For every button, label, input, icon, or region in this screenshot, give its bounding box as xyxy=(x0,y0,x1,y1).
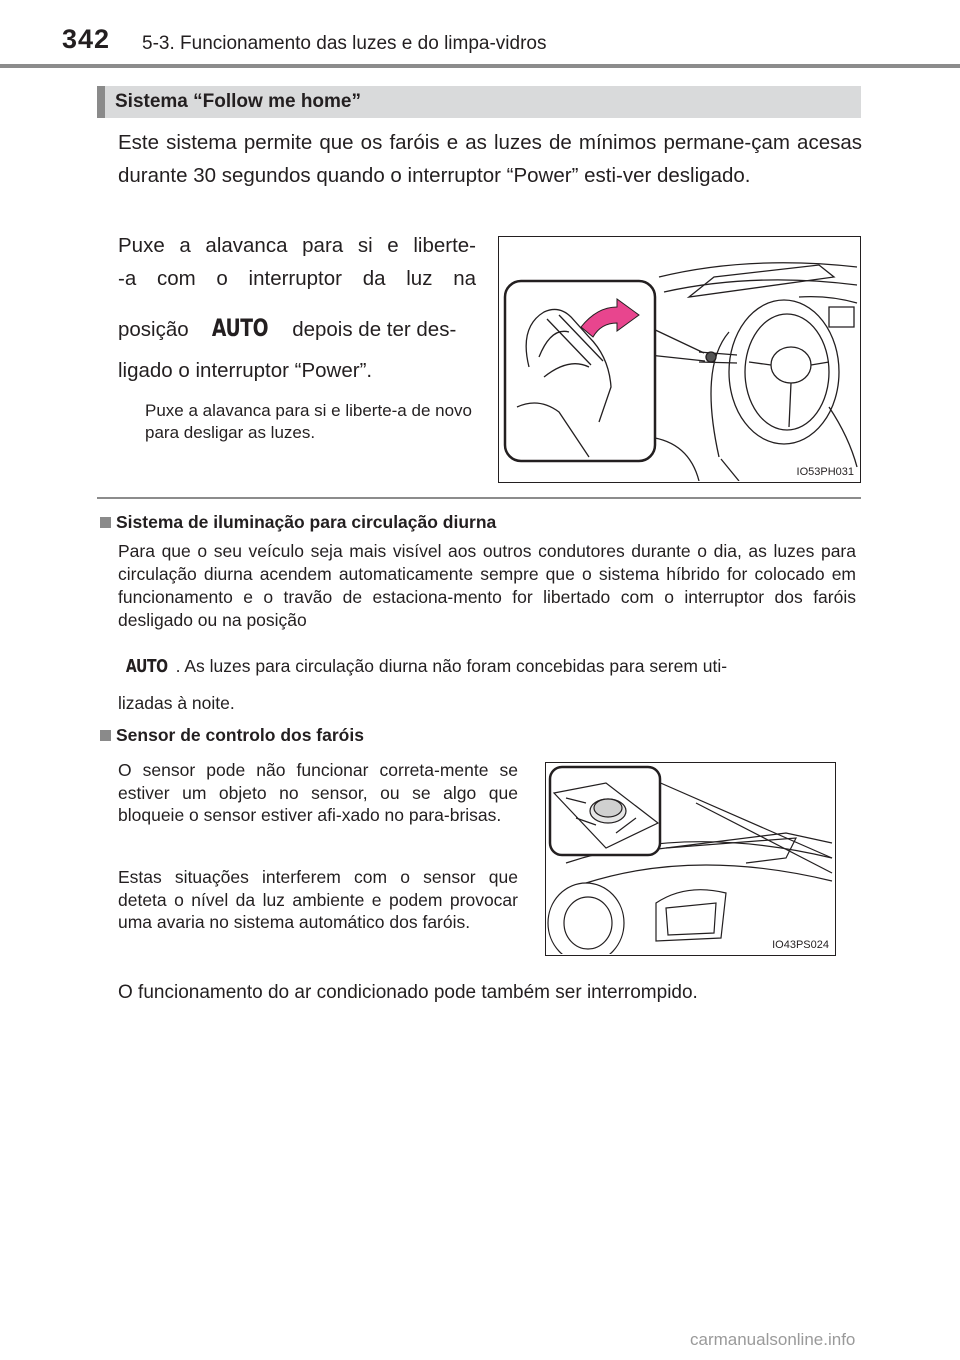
drl-heading xyxy=(100,512,496,533)
sensor-heading xyxy=(100,725,364,746)
sensor-illustration xyxy=(546,763,834,954)
drl-paragraph-2 xyxy=(118,655,856,679)
sensor-paragraph-2: Estas situações interferem com o sensor que deteta o nível da luz ambiente e podem provocar uma avaria no sistema automático dos faróis. xyxy=(118,867,518,932)
step-note: Puxe a alavanca para si e liberte-a de novo para desligar as luzes. xyxy=(145,401,472,442)
section-title-bar xyxy=(97,86,105,118)
figure-label-2: IO43PS024 xyxy=(772,939,829,951)
auto-symbol-2: AUTO xyxy=(125,656,168,677)
drl-paragraph xyxy=(118,540,856,632)
drl-text-2: . As luzes para circulação diurna não foram concebidas para serem uti- xyxy=(175,656,728,676)
sensor-heading-text: Sensor de controlo dos faróis xyxy=(116,725,364,745)
lever-illustration xyxy=(499,237,859,481)
step-line-2: -a com o interruptor da luz na xyxy=(118,267,476,290)
figure-light-lever xyxy=(498,236,861,483)
section-intro: Este sistema permite que os faróis e as luzes de mínimos permane-çam acesas durante 30 segundos quando o interruptor “Power” esti-ver desligado. xyxy=(118,131,862,187)
heading-square-icon xyxy=(100,517,111,528)
heading-square-icon xyxy=(100,730,111,741)
drl-heading-text: Sistema de iluminação para circulação diurna xyxy=(116,512,497,532)
figure-sensor xyxy=(545,762,836,956)
drl-text-1: Para que o seu veículo seja mais visível aos outros condutores durante o dia, as luzes para circulação diurna acendem automaticamente sempre que o sistema híbrido for colocado em funcionamento e o travão de estaciona-mento for libertado com o interruptor dos faróis desligado ou na posição xyxy=(118,541,856,630)
sensor-paragraph-1: O sensor pode não funcionar correta-mente se estiver um objeto no sensor, ou se algo que bloqueie o sensor estiver afi-xado no para-brisas. xyxy=(118,760,518,825)
section-title: Sistema “Follow me home” xyxy=(115,91,361,112)
drl-text-3: lizadas à noite. xyxy=(118,693,235,713)
step-line-3-start: posição xyxy=(118,318,189,341)
final-note: O funcionamento do ar condicionado pode também ser interrompido. xyxy=(118,982,698,1003)
watermark: carmanualsonline.info xyxy=(690,1330,856,1349)
step-line-3-end: depois de ter des- xyxy=(292,318,457,341)
step-line-4: ligado o interruptor “Power”. xyxy=(118,359,373,382)
figure-label-1: IO53PH031 xyxy=(796,466,854,478)
step-line-1: Puxe a alavanca para si e liberte- xyxy=(118,234,476,257)
page-number: 342 xyxy=(62,24,111,54)
header-rule xyxy=(0,64,960,68)
chapter-title: 5-3. Funcionamento das luzes e do limpa-vidros xyxy=(142,33,547,54)
step-line-3 xyxy=(118,314,476,342)
section-title-box xyxy=(97,86,861,118)
section-separator xyxy=(97,497,861,499)
auto-symbol: AUTO xyxy=(212,314,269,342)
